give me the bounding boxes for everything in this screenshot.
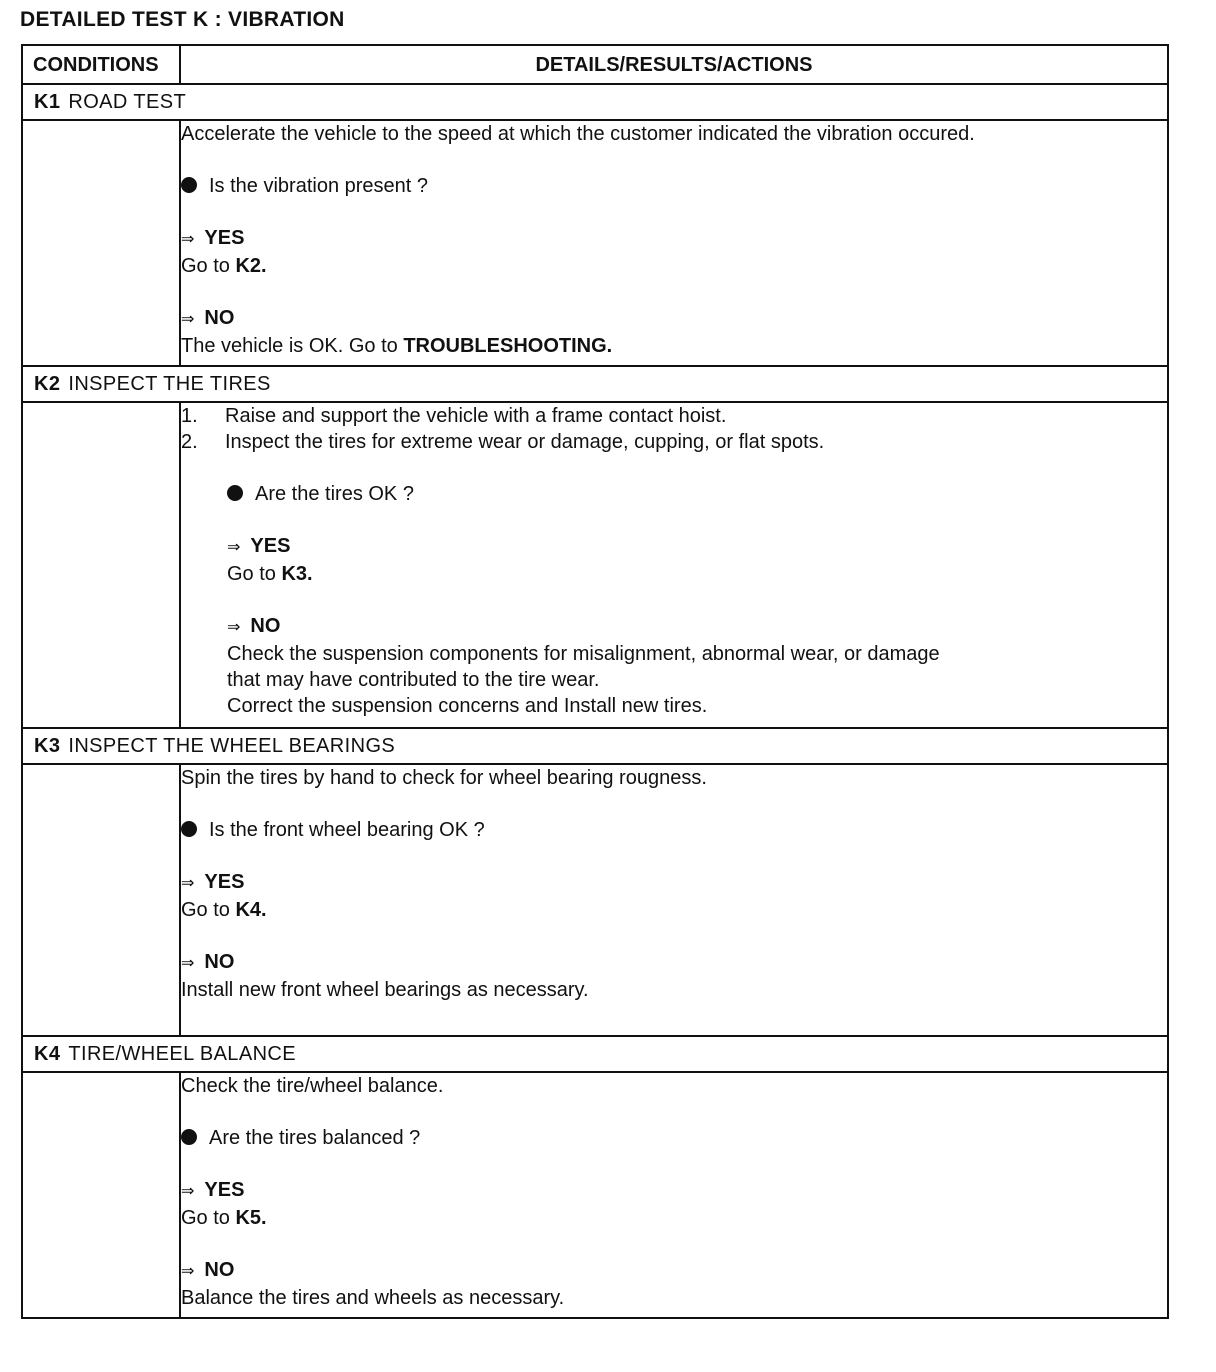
step-id: K1 xyxy=(34,91,61,113)
yes-action: Go to K2. xyxy=(181,255,267,277)
step-id: K3 xyxy=(34,735,61,757)
step-body-k4 xyxy=(22,1072,1168,1318)
yes-action: Go to K4. xyxy=(181,899,267,921)
yes-action: Go to K3. xyxy=(227,563,313,585)
list-item: 1. Raise and support the vehicle with a frame contact hoist. xyxy=(181,405,727,427)
details-cell xyxy=(180,402,1168,728)
question: Are the tires balanced ? xyxy=(181,1125,1167,1151)
no-action-line: that may have contributed to the tire wear. xyxy=(227,669,600,691)
step-header-k2 xyxy=(22,366,1168,402)
no-result: ⇒ NO xyxy=(181,307,235,329)
no-action-line: Correct the suspension concerns and Install new tires. xyxy=(227,695,708,717)
step-body-k3 xyxy=(22,764,1168,1036)
list-item: 2. Inspect the tires for extreme wear or damage, cupping, or flat spots. xyxy=(181,431,825,453)
step-header-k1 xyxy=(22,84,1168,120)
filled-circle-icon xyxy=(227,485,243,501)
double-arrow-right-icon: ⇒ xyxy=(227,539,241,556)
double-arrow-right-icon: ⇒ xyxy=(181,311,195,328)
double-arrow-right-icon: ⇒ xyxy=(181,955,195,972)
conditions-cell xyxy=(22,764,180,1036)
step-body-k2 xyxy=(22,402,1168,728)
step-name: INSPECT THE WHEEL BEARINGS xyxy=(68,735,396,757)
question: Are the tires OK ? xyxy=(227,481,1167,507)
step-id: K2 xyxy=(34,373,61,395)
step-name: TIRE/WHEEL BALANCE xyxy=(68,1043,296,1065)
double-arrow-right-icon: ⇒ xyxy=(181,1263,195,1280)
table-header-row xyxy=(22,45,1168,84)
step-name: INSPECT THE TIRES xyxy=(68,373,271,395)
details-cell xyxy=(180,120,1168,366)
question: Is the front wheel bearing OK ? xyxy=(181,817,1167,843)
test-table xyxy=(21,44,1169,1319)
conditions-cell xyxy=(22,1072,180,1318)
instruction-text: Spin the tires by hand to check for wheel bearing rougness. xyxy=(181,767,707,789)
double-arrow-right-icon: ⇒ xyxy=(181,875,195,892)
yes-result: ⇒ YES xyxy=(181,1179,245,1201)
yes-action: Go to K5. xyxy=(181,1207,267,1229)
no-action: Balance the tires and wheels as necessary. xyxy=(181,1287,565,1309)
instruction-text: Accelerate the vehicle to the speed at which the customer indicated the vibration occured. xyxy=(181,123,975,145)
details-header: DETAILS/RESULTS/ACTIONS xyxy=(180,45,1168,84)
double-arrow-right-icon: ⇒ xyxy=(181,1183,195,1200)
no-action-line: Check the suspension components for misalignment, abnormal wear, or damage xyxy=(227,643,940,665)
filled-circle-icon xyxy=(181,821,197,837)
filled-circle-icon xyxy=(181,177,197,193)
yes-result: ⇒ YES xyxy=(181,227,245,249)
details-cell xyxy=(180,764,1168,1036)
no-result: ⇒ NO xyxy=(181,1259,235,1281)
instruction-text: Check the tire/wheel balance. xyxy=(181,1075,444,1097)
conditions-cell xyxy=(22,402,180,728)
step-header-k3 xyxy=(22,728,1168,764)
no-result: ⇒ NO xyxy=(181,951,235,973)
page-title: DETAILED TEST K : VIBRATION xyxy=(20,8,345,31)
yes-result: ⇒ YES xyxy=(181,871,245,893)
question: Is the vibration present ? xyxy=(181,173,1167,199)
double-arrow-right-icon: ⇒ xyxy=(227,619,241,636)
conditions-header: CONDITIONS xyxy=(22,45,180,84)
no-action: Install new front wheel bearings as necessary. xyxy=(181,979,589,1001)
yes-result: ⇒ YES xyxy=(227,535,291,557)
step-body-k1 xyxy=(22,120,1168,366)
step-name: ROAD TEST xyxy=(68,91,187,113)
no-action: The vehicle is OK. Go to TROUBLESHOOTING. xyxy=(181,335,613,357)
conditions-cell xyxy=(22,120,180,366)
double-arrow-right-icon: ⇒ xyxy=(181,231,195,248)
step-id: K4 xyxy=(34,1043,61,1065)
details-cell xyxy=(180,1072,1168,1318)
no-result: ⇒ NO xyxy=(227,615,281,637)
step-header-k4 xyxy=(22,1036,1168,1072)
filled-circle-icon xyxy=(181,1129,197,1145)
